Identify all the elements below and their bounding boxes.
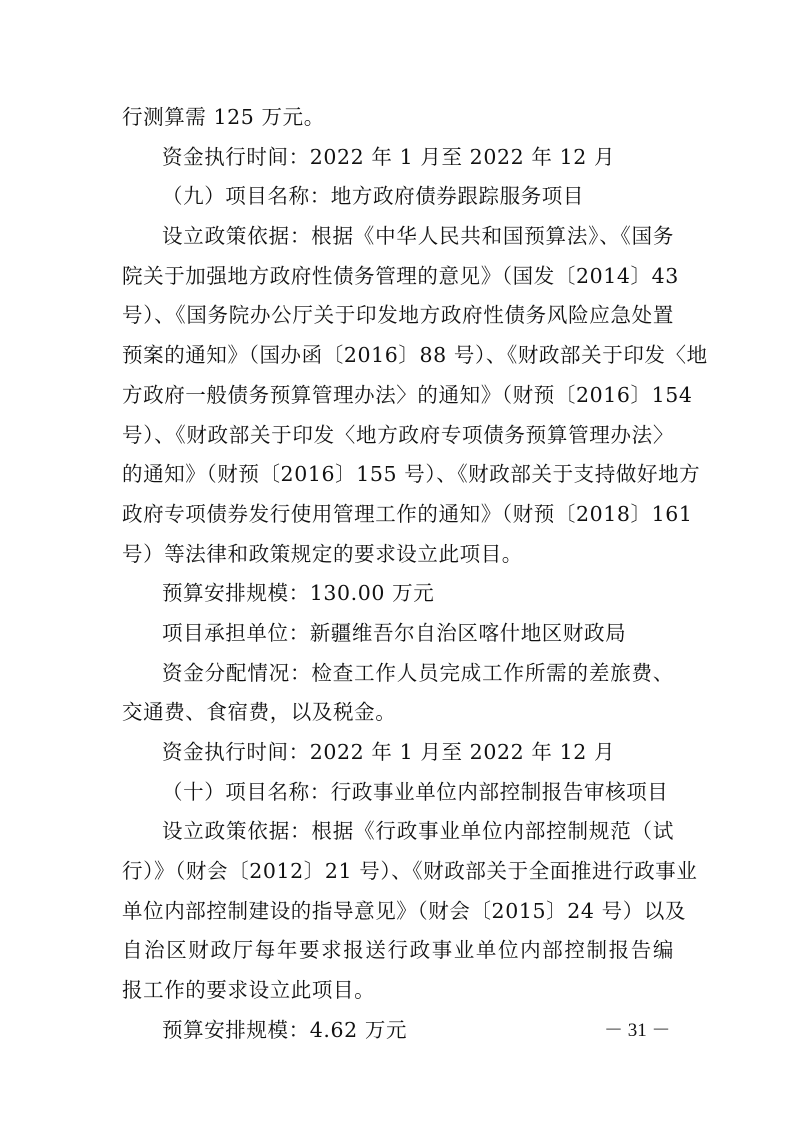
text-line-18: （十）项目名称：行政事业单位内部控制报告审核项目: [162, 780, 669, 804]
text-line-19: 设立政策依据：根据《行政事业单位内部控制规范（试: [162, 819, 674, 843]
text-line-21: 单位内部控制建设的指导意见》（财会〔2015〕24 号）以及: [122, 899, 687, 923]
text-line-16: 交通费、食宿费，以及税金。: [122, 700, 397, 724]
text-line-12: 号）等法律和政策规定的要求设立此项目。: [122, 542, 523, 566]
text-line-17: 资金执行时间：2022 年 1 月至 2022 年 12 月: [162, 740, 616, 764]
text-line-22: 自治区财政厅每年要求报送行政事业单位内部控制报告编: [122, 938, 674, 962]
text-line-6: 号）、《国务院办公厅关于印发地方政府性债务风险应急处置: [122, 303, 674, 327]
text-line-7: 预案的通知》（国办函〔2016〕88 号）、《财政部关于印发〈地: [122, 343, 708, 367]
text-line-14: 项目承担单位：新疆维吾尔自治区喀什地区财政局: [162, 621, 627, 645]
text-line-4: 设立政策依据：根据《中华人民共和国预算法》、《国务: [162, 224, 674, 248]
text-line-9: 号）、《财政部关于印发〈地方政府专项债务预算管理办法〉: [122, 423, 674, 447]
text-line-15: 资金分配情况：检查工作人员完成工作所需的差旅费、: [162, 661, 674, 685]
text-line-2: 资金执行时间：2022 年 1 月至 2022 年 12 月: [162, 145, 616, 169]
text-line-23: 报工作的要求设立此项目。: [122, 978, 376, 1002]
text-line-24: 预算安排规模：4.62 万元: [162, 1018, 408, 1042]
text-line-5: 院关于加强地方政府性债务管理的意见》（国发〔2014〕43: [122, 264, 679, 288]
text-line-11: 政府专项债券发行使用管理工作的通知》（财预〔2018〕161: [122, 502, 693, 526]
text-line-3: （九）项目名称：地方政府债券跟踪服务项目: [162, 184, 584, 208]
text-line-20: 行）》（财会〔2012〕21 号）、《财政部关于全面推进行政事业: [122, 859, 698, 883]
text-line-10: 的通知》（财预〔2016〕155 号）、《财政部关于支持做好地方: [122, 462, 701, 486]
page-number: － 31 －: [604, 1020, 671, 1041]
text-line-13: 预算安排规模：130.00 万元: [162, 581, 435, 605]
text-line-8: 方政府一般债务预算管理办法〉的通知》（财预〔2016〕154: [122, 383, 693, 407]
text-line-1: 行测算需 125 万元。: [122, 105, 325, 129]
